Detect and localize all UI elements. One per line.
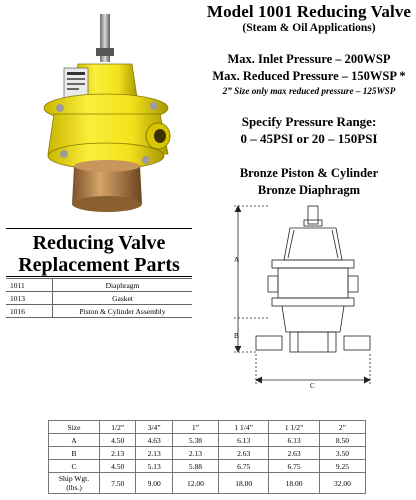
- row-label: C: [49, 460, 100, 473]
- product-title: Model 1001 Reducing Valve: [206, 2, 412, 21]
- table-cell: 6.75: [218, 460, 268, 473]
- material-diaphragm: Bronze Diaphragm: [257, 183, 361, 197]
- row-label: [49, 473, 100, 494]
- size-table: [48, 420, 366, 494]
- part-description: Piston & Cylinder Assembly: [53, 305, 193, 318]
- parts-title-line1: Reducing Valve: [32, 232, 166, 254]
- table-row: [49, 473, 366, 494]
- header-cell: Size: [49, 421, 100, 434]
- table-cell: 5.38: [172, 434, 218, 447]
- table-header-row: [49, 421, 366, 434]
- pressure-range-values: 0 – 45PSI or 20 – 150PSI: [240, 131, 378, 146]
- table-row: [49, 434, 366, 447]
- material-piston: Bronze Piston & Cylinder: [239, 166, 379, 180]
- table-row: [49, 460, 366, 473]
- table-cell: 18.00: [269, 473, 319, 494]
- table-cell: 18.00: [218, 473, 268, 494]
- parts-rule-top: [6, 228, 192, 229]
- table-cell: 32.00: [319, 473, 365, 494]
- parts-title: [6, 232, 192, 276]
- table-cell: 6.13: [218, 434, 268, 447]
- table-cell: 4.50: [100, 460, 136, 473]
- table-cell: 4.50: [100, 434, 136, 447]
- table-cell: 7.50: [100, 473, 136, 494]
- parts-rule-bottom: [6, 276, 192, 277]
- table-cell: 2.63: [269, 447, 319, 460]
- table-cell: 8.50: [319, 434, 365, 447]
- part-description: Diaphragm: [53, 279, 193, 292]
- dimension-drawing: [228, 200, 414, 400]
- table-cell: 2.13: [172, 447, 218, 460]
- table-row: [6, 279, 192, 292]
- table-cell: 3.50: [319, 447, 365, 460]
- parts-title-line2: Replacement Parts: [18, 254, 180, 276]
- header-cell: 2”: [319, 421, 365, 434]
- header-cell: 1 1/2”: [269, 421, 319, 434]
- dim-c-label: C: [310, 382, 315, 390]
- ship-weight-label: Ship Wgt.: [58, 474, 90, 483]
- part-number: 1013: [6, 292, 53, 305]
- row-label: B: [49, 447, 100, 460]
- dim-a-label: A: [234, 256, 240, 264]
- table-cell: 6.13: [269, 434, 319, 447]
- part-number: 1016: [6, 305, 53, 318]
- part-number: 1011: [6, 279, 53, 292]
- table-row: [6, 292, 192, 305]
- parts-table: [6, 278, 192, 318]
- ship-weight-unit: (lbs.): [66, 483, 82, 492]
- table-cell: 9.00: [136, 473, 172, 494]
- table-cell: 12.00: [172, 473, 218, 494]
- product-subtitle: (Steam & Oil Applications): [242, 22, 376, 34]
- table-cell: 9.25: [319, 460, 365, 473]
- table-cell: 6.75: [269, 460, 319, 473]
- table-cell: 2.13: [136, 447, 172, 460]
- row-label: A: [49, 434, 100, 447]
- header-cell: 3/4”: [136, 421, 172, 434]
- table-cell: 2.63: [218, 447, 268, 460]
- table-cell: 2.13: [100, 447, 136, 460]
- table-cell: 5.88: [172, 460, 218, 473]
- size-note: 2” Size only max reduced pressure – 125WSP: [222, 86, 396, 96]
- header-cell: 1”: [172, 421, 218, 434]
- max-reduced-pressure: Max. Reduced Pressure – 150WSP *: [212, 69, 406, 83]
- pressure-range-heading: Specify Pressure Range:: [241, 114, 377, 129]
- header-cell: 1/2”: [100, 421, 136, 434]
- dim-b-label: B: [234, 332, 239, 340]
- header-cell: 1 1/4”: [218, 421, 268, 434]
- max-inlet-pressure: Max. Inlet Pressure – 200WSP: [227, 52, 391, 66]
- part-description: Gasket: [53, 292, 193, 305]
- valve-photo: [8, 4, 200, 220]
- table-row: [6, 305, 192, 318]
- table-cell: 5.13: [136, 460, 172, 473]
- table-row: [49, 447, 366, 460]
- table-cell: 4.63: [136, 434, 172, 447]
